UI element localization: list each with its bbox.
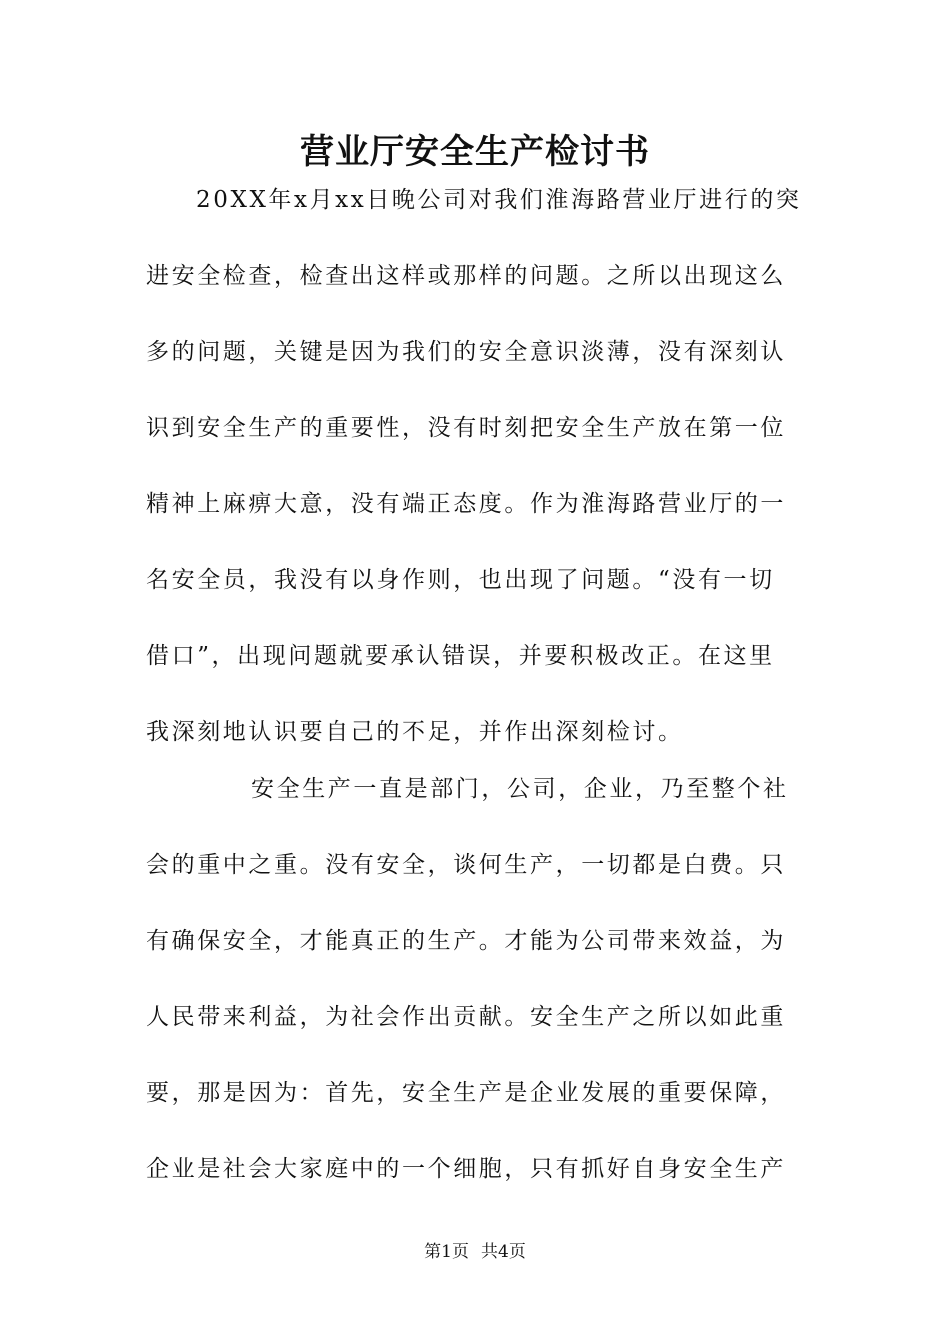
text-line: 会的重中之重。没有安全，谈何生产，一切都是白费。只 bbox=[146, 852, 786, 878]
text-line: 企业是社会大家庭中的一个细胞，只有抓好自身安全生产 bbox=[146, 1156, 786, 1182]
text-line: 安全生产一直是部门，公司，企业，乃至整个社 bbox=[251, 776, 789, 802]
document-title: 营业厅安全生产检讨书 bbox=[300, 132, 650, 172]
text-line: 有确保安全，才能真正的生产。才能为公司带来效益，为 bbox=[146, 928, 786, 954]
text-line: 要，那是因为：首先，安全生产是企业发展的重要保障， bbox=[146, 1080, 786, 1106]
text-line: 人民带来利益，为社会作出贡献。安全生产之所以如此重 bbox=[146, 1004, 786, 1030]
text-line: 识到安全生产的重要性，没有时刻把安全生产放在第一位 bbox=[146, 415, 786, 441]
text-line: 我深刻地认识要自己的不足，并作出深刻检讨。 bbox=[146, 719, 684, 745]
page-number: 第1页 bbox=[424, 1242, 469, 1262]
text-line: 借口”，出现问题就要承认错误，并要积极改正。在这里 bbox=[146, 643, 775, 669]
text-line: 20XX年x月xx日晚公司对我们淮海路营业厅进行的突 bbox=[196, 187, 802, 213]
text-line: 多的问题，关键是因为我们的安全意识淡薄，没有深刻认 bbox=[146, 339, 786, 365]
page-total: 共4页 bbox=[481, 1242, 526, 1262]
text-line: 精神上麻痹大意，没有端正态度。作为淮海路营业厅的一 bbox=[146, 491, 786, 517]
text-line: 进安全检查，检查出这样或那样的问题。之所以出现这么 bbox=[146, 263, 786, 289]
text-line: 名安全员，我没有以身作则，也出现了问题。“没有一切 bbox=[146, 567, 775, 593]
page-footer bbox=[0, 1240, 950, 1264]
